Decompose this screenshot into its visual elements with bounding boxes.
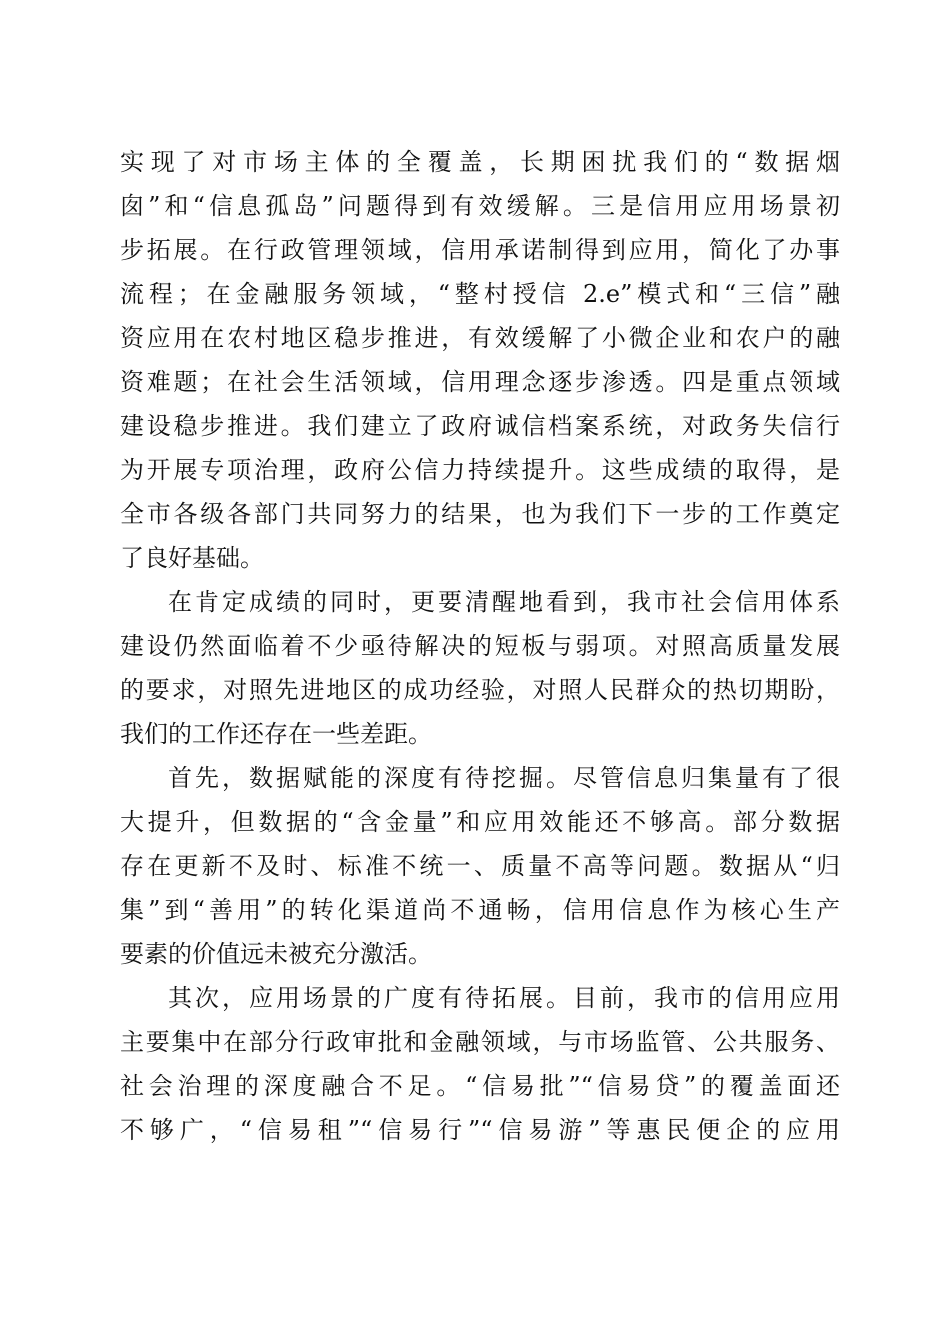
paragraph-first-line: 在肯定成绩的同时，更要清醒地看到，我市社会信用体系 — [168, 588, 840, 616]
text-line: 全市各级各部门共同努力的结果，也为我们下一步的工作奠定 — [120, 500, 840, 528]
text-line: 主要集中在部分行政审批和金融领域，与市场监管、公共服务、 — [120, 1028, 840, 1056]
text-line: 了良好基础。 — [120, 544, 264, 572]
text-line: 资应用在农村地区稳步推进，有效缓解了小微企业和农户的融 — [120, 324, 840, 352]
text-line: 流程；在金融服务领域，“整村授信 2.e”模式和“三信”融 — [120, 280, 840, 308]
text-line: 社会治理的深度融合不足。“信易批”“信易贷”的覆盖面还 — [120, 1072, 840, 1100]
text-line: 我们的工作还存在一些差距。 — [120, 720, 432, 748]
text-line: 不够广，“信易租”“信易行”“信易游”等惠民便企的应用 — [120, 1116, 840, 1144]
text-line: 存在更新不及时、标准不统一、质量不高等问题。数据从“归 — [120, 852, 840, 880]
text-line: 集”到“善用”的转化渠道尚不通畅，信用信息作为核心生产 — [120, 896, 840, 924]
paragraph-first-line: 首先，数据赋能的深度有待挖掘。尽管信息归集量有了很 — [168, 764, 840, 792]
text-line: 资难题；在社会生活领域，信用理念逐步渗透。四是重点领域 — [120, 368, 840, 396]
text-line: 建设仍然面临着不少亟待解决的短板与弱项。对照高质量发展 — [120, 632, 840, 660]
text-line: 的要求，对照先进地区的成功经验，对照人民群众的热切期盼， — [120, 676, 840, 704]
text-line: 囱”和“信息孤岛”问题得到有效缓解。三是信用应用场景初 — [120, 192, 840, 220]
text-line: 建设稳步推进。我们建立了政府诚信档案系统，对政务失信行 — [120, 412, 840, 440]
text-line: 为开展专项治理，政府公信力持续提升。这些成绩的取得，是 — [120, 456, 840, 484]
body-text — [120, 140, 840, 1152]
paragraph-first-line: 其次，应用场景的广度有待拓展。目前，我市的信用应用 — [168, 984, 840, 1012]
text-line: 要素的价值远未被充分激活。 — [120, 940, 432, 968]
text-line: 步拓展。在行政管理领域，信用承诺制得到应用，简化了办事 — [120, 236, 840, 264]
text-line: 大提升，但数据的“含金量”和应用效能还不够高。部分数据 — [120, 808, 840, 836]
text-line: 实现了对市场主体的全覆盖，长期困扰我们的“数据烟 — [120, 148, 840, 176]
